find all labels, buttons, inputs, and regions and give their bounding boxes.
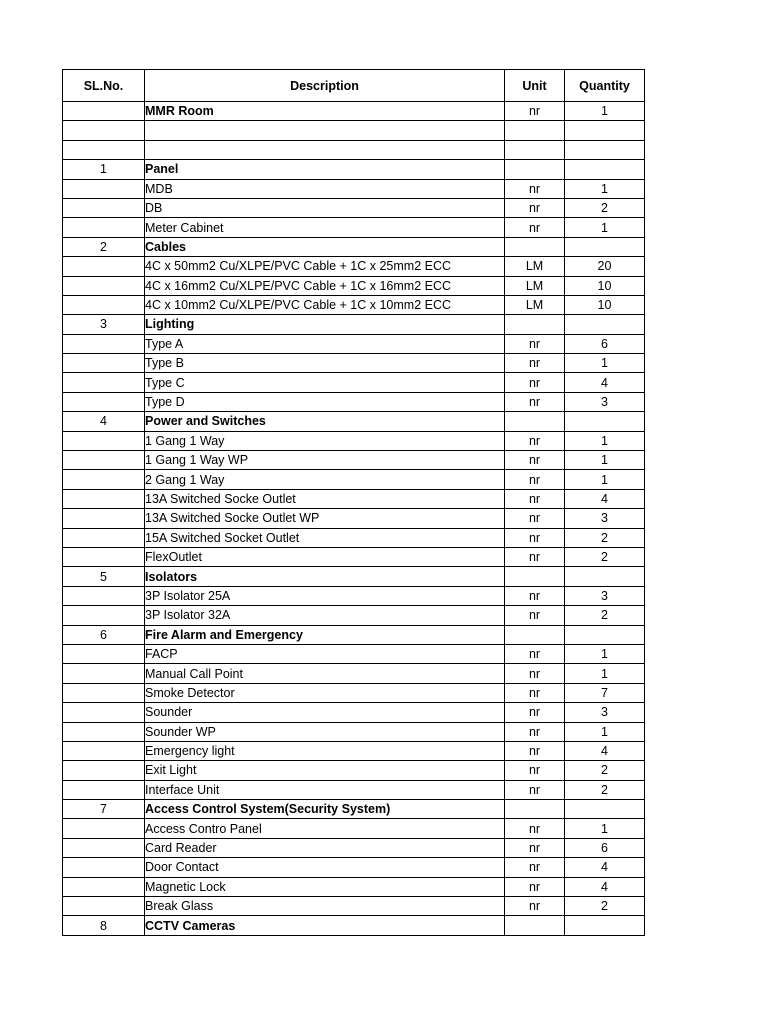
table-row [63,586,645,605]
table-row [63,431,645,450]
sl-no-cell [63,509,145,528]
description-cell: Emergency light [145,741,505,760]
sl-no-cell [63,295,145,314]
unit-cell: LM [505,295,565,314]
sl-no-cell [63,451,145,470]
unit-cell: nr [505,683,565,702]
description-cell: Cables [145,237,505,256]
quantity-cell [565,567,645,586]
table-row [63,373,645,392]
sl-no-cell: 1 [63,160,145,179]
table-row [63,179,645,198]
description-cell: 15A Switched Socket Outlet [145,528,505,547]
table-row [63,722,645,741]
sl-no-cell [63,354,145,373]
quantity-cell: 2 [565,528,645,547]
quantity-cell [565,140,645,159]
unit-cell: nr [505,877,565,896]
unit-cell: LM [505,276,565,295]
unit-cell [505,121,565,140]
description-cell: FACP [145,644,505,663]
sl-no-cell [63,586,145,605]
sl-no-cell [63,547,145,566]
description-cell: Meter Cabinet [145,218,505,237]
description-cell: MDB [145,179,505,198]
unit-cell: nr [505,489,565,508]
sl-no-cell [63,741,145,760]
quantity-cell [565,160,645,179]
sl-no-cell [63,877,145,896]
description-cell: 1 Gang 1 Way WP [145,451,505,470]
sl-no-cell [63,198,145,217]
description-cell: Exit Light [145,761,505,780]
table-row [63,451,645,470]
quantity-cell [565,800,645,819]
quantity-cell [565,412,645,431]
table-row [63,470,645,489]
sl-no-cell [63,780,145,799]
sl-no-cell [63,838,145,857]
quantity-cell: 3 [565,392,645,411]
description-cell [145,121,505,140]
unit-cell: nr [505,198,565,217]
sl-no-cell: 5 [63,567,145,586]
unit-cell: nr [505,354,565,373]
unit-cell: nr [505,179,565,198]
sl-no-cell [63,819,145,838]
section-heading-row [63,160,645,179]
table-row [63,683,645,702]
description-cell: 13A Switched Socke Outlet WP [145,509,505,528]
table-row [63,644,645,663]
sl-no-cell: 8 [63,916,145,935]
sl-no-cell [63,334,145,353]
section-heading-row [63,315,645,334]
description-cell: Lighting [145,315,505,334]
table-row [63,140,645,159]
table-row [63,897,645,916]
unit-cell [505,315,565,334]
quantity-cell: 3 [565,586,645,605]
quantity-cell: 4 [565,877,645,896]
sl-no-cell [63,897,145,916]
quantity-cell: 4 [565,741,645,760]
unit-cell: nr [505,780,565,799]
quantity-cell: 1 [565,722,645,741]
header-quantity: Quantity [565,70,645,102]
unit-cell [505,916,565,935]
sl-no-cell [63,489,145,508]
table-header [63,70,645,102]
unit-cell: nr [505,218,565,237]
sl-no-cell [63,102,145,121]
quantity-cell: 1 [565,664,645,683]
unit-cell: nr [505,741,565,760]
sl-no-cell [63,257,145,276]
quantity-cell: 1 [565,102,645,121]
sl-no-cell [63,470,145,489]
quantity-cell [565,237,645,256]
quantity-cell: 2 [565,198,645,217]
description-cell: Card Reader [145,838,505,857]
sl-no-cell [63,761,145,780]
table-row [63,819,645,838]
sl-no-cell [63,644,145,663]
sl-no-cell [63,858,145,877]
header-sl-no: SL.No. [63,70,145,102]
table-row [63,761,645,780]
description-cell: Type B [145,354,505,373]
table-row [63,295,645,314]
sl-no-cell: 7 [63,800,145,819]
table-row [63,606,645,625]
unit-cell: nr [505,606,565,625]
table-row [63,509,645,528]
description-cell: 1 Gang 1 Way [145,431,505,450]
sl-no-cell [63,722,145,741]
sl-no-cell: 3 [63,315,145,334]
table-row [63,877,645,896]
description-cell: Type A [145,334,505,353]
unit-cell: nr [505,819,565,838]
sl-no-cell [63,121,145,140]
unit-cell: LM [505,257,565,276]
description-cell: 3P Isolator 32A [145,606,505,625]
section-heading-row [63,800,645,819]
header-unit: Unit [505,70,565,102]
sl-no-cell [63,528,145,547]
description-cell: Smoke Detector [145,683,505,702]
table-row [63,780,645,799]
description-cell: 2 Gang 1 Way [145,470,505,489]
quantity-cell: 1 [565,470,645,489]
quantity-cell: 2 [565,547,645,566]
table-body [63,102,645,936]
table-row [63,489,645,508]
quantity-cell: 6 [565,838,645,857]
table-row [63,703,645,722]
unit-cell [505,567,565,586]
unit-cell: nr [505,528,565,547]
unit-cell: nr [505,451,565,470]
table-row [63,547,645,566]
unit-cell [505,412,565,431]
header-row [63,70,645,102]
quantity-cell: 2 [565,606,645,625]
unit-cell: nr [505,722,565,741]
description-cell: Magnetic Lock [145,877,505,896]
table-row [63,838,645,857]
quantity-cell: 20 [565,257,645,276]
description-cell: 3P Isolator 25A [145,586,505,605]
unit-cell: nr [505,761,565,780]
sl-no-cell [63,683,145,702]
quantity-cell: 2 [565,897,645,916]
sl-no-cell [63,664,145,683]
bill-of-quantities-table [62,69,645,936]
table-row [63,276,645,295]
unit-cell: nr [505,547,565,566]
quantity-cell: 4 [565,489,645,508]
description-cell [145,140,505,159]
description-cell: Panel [145,160,505,179]
unit-cell: nr [505,392,565,411]
unit-cell: nr [505,897,565,916]
description-cell: Isolators [145,567,505,586]
quantity-cell: 10 [565,295,645,314]
description-cell: 4C x 10mm2 Cu/XLPE/PVC Cable + 1C x 10mm2 ECC [145,295,505,314]
quantity-cell [565,315,645,334]
sl-no-cell [63,703,145,722]
section-heading-row [63,625,645,644]
table-row [63,257,645,276]
unit-cell [505,160,565,179]
section-heading-row [63,567,645,586]
quantity-cell: 1 [565,218,645,237]
sl-no-cell [63,431,145,450]
table-row [63,664,645,683]
table-row [63,392,645,411]
quantity-cell: 1 [565,644,645,663]
unit-cell: nr [505,838,565,857]
quantity-cell: 4 [565,858,645,877]
quantity-cell [565,121,645,140]
sl-no-cell [63,276,145,295]
unit-cell: nr [505,858,565,877]
quantity-cell [565,916,645,935]
description-cell: CCTV Cameras [145,916,505,935]
quantity-cell [565,625,645,644]
description-cell: Power and Switches [145,412,505,431]
description-cell: 4C x 50mm2 Cu/XLPE/PVC Cable + 1C x 25mm2 ECC [145,257,505,276]
quantity-cell: 6 [565,334,645,353]
unit-cell [505,140,565,159]
table-row [63,354,645,373]
description-cell: 13A Switched Socke Outlet [145,489,505,508]
unit-cell: nr [505,102,565,121]
description-cell: Door Contact [145,858,505,877]
table-row [63,858,645,877]
description-cell: MMR Room [145,102,505,121]
sl-no-cell [63,606,145,625]
sl-no-cell [63,392,145,411]
quantity-cell: 1 [565,179,645,198]
quantity-cell: 3 [565,703,645,722]
quantity-cell: 1 [565,819,645,838]
quantity-cell: 1 [565,354,645,373]
unit-cell: nr [505,373,565,392]
sl-no-cell [63,179,145,198]
table-row [63,334,645,353]
sl-no-cell: 6 [63,625,145,644]
header-description: Description [145,70,505,102]
table-row [63,218,645,237]
description-cell: FlexOutlet [145,547,505,566]
table-row [63,528,645,547]
sl-no-cell [63,218,145,237]
quantity-cell: 2 [565,780,645,799]
description-cell: 4C x 16mm2 Cu/XLPE/PVC Cable + 1C x 16mm2 ECC [145,276,505,295]
description-cell: Sounder WP [145,722,505,741]
quantity-cell: 7 [565,683,645,702]
section-heading-row [63,916,645,935]
sl-no-cell: 4 [63,412,145,431]
table-row [63,121,645,140]
sl-no-cell [63,140,145,159]
description-cell: Interface Unit [145,780,505,799]
unit-cell: nr [505,509,565,528]
unit-cell: nr [505,703,565,722]
section-heading-row [63,412,645,431]
sl-no-cell: 2 [63,237,145,256]
table-row [63,198,645,217]
unit-cell: nr [505,586,565,605]
sl-no-cell [63,373,145,392]
description-cell: Sounder [145,703,505,722]
quantity-cell: 1 [565,431,645,450]
unit-cell: nr [505,334,565,353]
quantity-cell: 2 [565,761,645,780]
unit-cell: nr [505,644,565,663]
quantity-cell: 10 [565,276,645,295]
unit-cell [505,800,565,819]
quantity-cell: 1 [565,451,645,470]
unit-cell [505,625,565,644]
unit-cell [505,237,565,256]
section-heading-row [63,102,645,121]
quantity-cell: 4 [565,373,645,392]
description-cell: Break Glass [145,897,505,916]
description-cell: DB [145,198,505,217]
unit-cell: nr [505,664,565,683]
description-cell: Manual Call Point [145,664,505,683]
description-cell: Access Contro Panel [145,819,505,838]
description-cell: Access Control System(Security System) [145,800,505,819]
description-cell: Type C [145,373,505,392]
unit-cell: nr [505,431,565,450]
quantity-cell: 3 [565,509,645,528]
section-heading-row [63,237,645,256]
description-cell: Fire Alarm and Emergency [145,625,505,644]
description-cell: Type D [145,392,505,411]
table-row [63,741,645,760]
unit-cell: nr [505,470,565,489]
